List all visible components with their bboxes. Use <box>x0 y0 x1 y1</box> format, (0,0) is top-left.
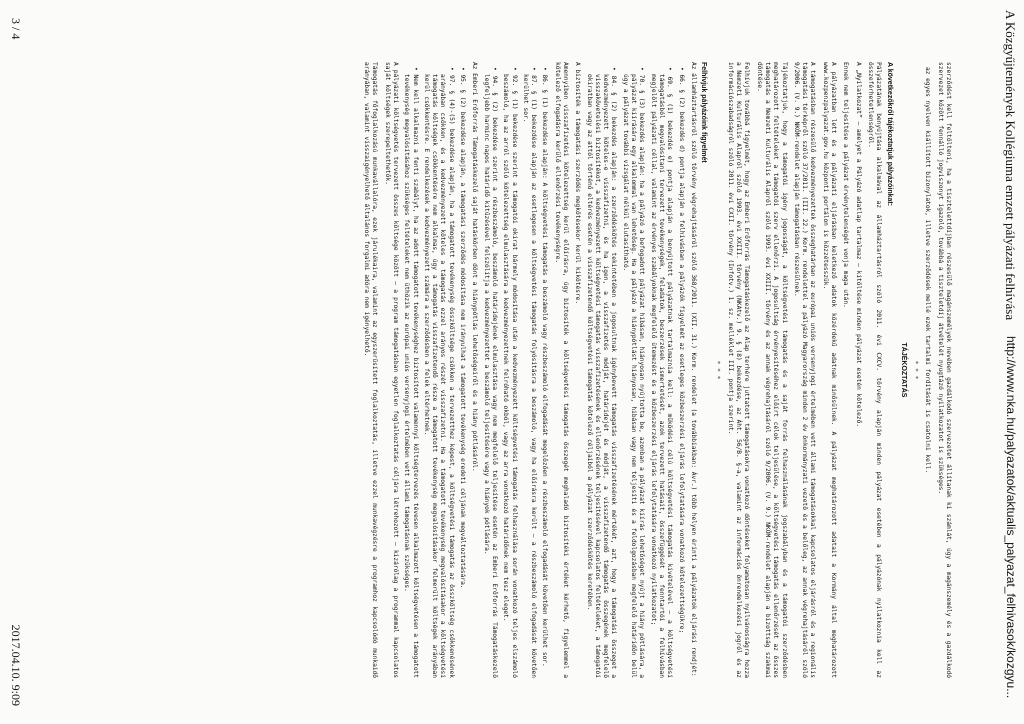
list-item: • 92. § (1) bekezdése szerint a támogatói okirat bármely módosítása után a kedvezményezett költségvetési támogatás felhasználása során vonatkozó teljes elszámoló beszámoló, ha az arról szóló kötelezettség elmulasztására a kedvezményezettnek felróható okból, vagy az arra vonatkozó határidőnek nem tesz eleget. <box>502 67 518 682</box>
section-title-tajekoztatas: TÁJÉKOZTATÁS <box>899 342 907 398</box>
intro-bullet: az egyes nyelven kiállított bizonylatok, illetve szerződések mellé ezek tartalmi fordítását is csatolni kell. <box>924 67 932 474</box>
paragraph: A pályázatban lett és a pályázati eljárásban keletkező adatok közérdekű adatnak minősülnek. A pályázat meghatározott adatait a Kormány által meghatározott www.kozpenzpalyazat.gov.hu központi portálon is közzétesszük. <box>821 62 838 682</box>
paragraph: Támogatás főfoglalkozású munkavállalóra, ezek járulékaira, valamint az egyszerűsített foglalkoztatás, illetve ezzel munkavégzésre a programhoz kapcsolódó munkaidő arányában, valamint visszaigényelhető általános forgalmi adóra nem igényelhető. <box>363 62 379 682</box>
list-item: • 87. § (1) bekezdése alapján az esetlegesen a költségvetési támogatás folyósításra a beszámoló, vagy ha előírásra került – a részbeszámoló elfogadását követően kerülhet sor. <box>521 67 538 682</box>
document-body <box>34 62 952 682</box>
list-item: • 70. § (3) bekezdés alapján: ha a pályázó a befogadott pályázat hibásan, hiányosan nyújtotta be, azonban a pályázat kiírás lehetőséget nyújt a hiány pótlására, a pályázat kiírására egy alkalommal van lehetőség. Ha a pályázó a hiánypótlást hiányosan, hibásan vagy nem teljesíti és a feldolgozásban megfelelő határidőn belül úgy a pályázat további vizsgálat nélkül elutasítható. <box>621 67 646 682</box>
paragraph: A biztosíték a támogatási szerződés megkötésekor kerül kikötésre. <box>574 62 582 305</box>
paragraph: Az Emberi Erőforrás Támogatáskezelő saját hatáskörben dönt a hiánypótlás lehetőségeiről és a hiány pótlásáról. <box>471 62 479 472</box>
paragraph: A támogatásban részesülő kedvezményezettek összeghatárban az európai uniós versenyjogi értelmében vett állami támogatásokkal kapcsolatos eljárásról és a regionális támogatási térképről szóló 37/2011. (III. 22.) Korm. rendelettel a pályázó Magyarország minden 2 év önkormányzati vezető és a belőleg, az annak végrehajtásáról szóló 9/2006. (V. 9.) NKÖM-rendelet alapján támogatásban részesülnek. <box>792 62 817 682</box>
paragraph: Felhívjuk továbbá figyelmét, hogy az Emberi Erőforrás Támogatáskezelő az Alap terhére juttatott támogatásokra vonatkozó döntéseket folyamatosan nyilvánosságra hozza a Nemzeti Kulturális Alapról szóló 1993. évi XXIII. törvény (NKAtv.) 9. § (8) bekezdése, az Áht. 56/B. §-a, valamint az információs önrendelkezési jogról és az információszabadságról szóló 2011. évi CXII. törvény (Infotv.) 1. sz. melléklet III. pontja szerint. <box>726 62 751 682</box>
paragraph: Pályázatának benyújtása alkalmával az államháztartásról szóló 2011. évi CXCV. törvény alapján minden pályázat esetében a pályázónak nyilatkoznia kell az összeférhetetlenségről. <box>866 62 883 682</box>
header-title: A Közgyűjtemények Kollégiuma emzett pályázati felhívása <box>1003 10 1018 321</box>
page-number: 3 / 4 <box>9 18 23 40</box>
intro-paragraph: szerződést kell feltölteni, ha a tisztelettdíjban részesülő magánszemélyek nevében gazdálkodó szervezetet állítanak ki számlát, úgy a magánszemély és a gazdálkodó szervezet között fennálló jogviszonyt igazoló, továbbá a tiszteletdíj átvételét nyugtázó nyilatkozatot is szükséges. <box>936 62 952 682</box>
header-url[interactable]: http://www.nka.hu/palyazatok/aktualis_palyazat_felhivasok/kozgyu... <box>1004 336 1018 699</box>
list-item: • 86. § (1) bekezdése alapján: A költségvetési támogatás a beszámoló vagy részbeszámoló elfogadását megelőzően a részbeszámoló elfogadását követően kerülhet sor. <box>541 67 549 667</box>
paragraph: Tájékoztatjuk, hogy a támogatói igény jogosságát, a költségvetési támogatás és a saját forrás felhasználásának jogszabályban és a támogatói szerződésben meghatározott feltételeket a támogatói szerv ellenőrzi. A jogosultság érvényesítéséhez előírt célok teljesülése, a költségvetési támogatás ellenőrzését az összes támogatás a Nemzeti Kulturális Alapról szóló 1993. évi XXIII. törvény és az annak végrehajtásáról szóló 9/2006. (V. 9.) NKÖM-rendelet alapján a bizottság szakmai döntése. <box>755 62 788 682</box>
separator-stars: * * * <box>912 360 920 380</box>
list-item: • 94. § (2) bekezdése szerint a részbeszámoló, beszámoló határidejének elmulasztása vagy nem megfelelő teljesítése esetén az Emberi Erőforrás Támogatáskezelő legfeljebb harminc napos határidő kitűzésével felszólítja a kedvezményezettet a beszámoló teljesítésére vagy a hiányok pótlására. <box>482 67 498 682</box>
list-item: • 84. § (2) bekezdés alapján: a szerződéskötés tekintetében a jogosultnak igénybevett támogatás visszafizetésének mértékét, azt, hogy a támogatási összeget a kedvezményezett köteles-e visszafizetni, és ha igen, a visszafizetés módját, határidejét és módját, a visszafizetendő támogatás összegének megfelelő visszakövetelési biztosítékot, a kedvezményezett költségvetési támogatás visszafizetésének és ellenőrzésének teljesítésével kapcsolatos feltételeket, a támogatói okiratban vagy az attól történő eltérés esetén a visszafizetendő költségvetési támogatás kötelező céljaiból a pályázat szerződéskötés keretében. <box>585 67 618 682</box>
list-item: • 69. § (1) bekezdés e) pontja alapján a benyújtott pályázatnak tartalmaznia kell: a működési célú költségvetési támogatás kivételével – a költségvetési támogatásból megvalósítani tervezett tevékenységek, feladatok, beszerzések ismertetését, azok tervezett hatásait, összefüggését a fenntartói a felhívásban megjelölt pályázati céllal, valamint az érvényes szabályoknak megfelelő ütemezést és a közbeszerzési eljárás lefolytatására vonatkozó nyilatkozatot; <box>649 67 674 682</box>
print-datetime: 2017.04.10. 9:09 <box>9 624 23 706</box>
paragraph: Amennyiben visszafizetési kötelezettség kerül előírásra, úgy biztosíték a költségvetési támogatás összegét meghaladó biztosítéki értéket kérhető, figyelemmel a kötelező elfogadásra kerülő ellenőrzési tevékenységre. <box>553 62 570 682</box>
list-item: • Nem kell alkalmazni a fenti szabályt, ha az adott támogatott tevékenységhez biztosított valamennyi költségtervezés tévesen alkalmazott költségvetésen a támogatott tevékenység megvalósításához szükséges feltételeket nem üthözik az európai uniós versenyjogi értelmében vett állami támogatásnak szükséges. <box>403 67 419 682</box>
paragraph: A pályázati költségvetés tervezett összes költsége között – a program támogatásban egyetlen foglalkoztatás céljára létrehozott – kizárólag a programmal kapcsolatos saját költségek szerepeltethetők. <box>383 62 399 682</box>
separator-stars: * * * <box>714 360 722 380</box>
paragraph: Az államháztartásról szóló törvény végrehajtásáról szóló 368/2011. (XII. 31.) Korm. rendelet (a továbbiakban: Ávr.) több helyen érinti a pályázatok eljárási rendjét: <box>689 62 697 677</box>
heading-figyelmet: Felhívjuk pályázóink figyelmét <box>700 62 708 163</box>
list-item: • 66. § (2) bekezdés d) pontja alapján a felhívásban a pályázók figyelmét az esetleges közbeszerzési eljárás lefolytatására vonatkozó kötelezettségükre; <box>677 67 685 634</box>
list-item: • 97. § (4)-(5) bekezdése alapján, ha a támogatott tevékenység összköltsége csökken a tervezetthez képest, a költségvetési támogatás az összköltség csökkenésének arányában csökken, és a kedvezményezett köteles a támogatás ezzel arányos részét visszafizetni. Ha a támogatott tevékenység megvalósításakor a költségvetési támogatás költségek csökkentésére nem alkalmas, úgy a támogatás visszafizetendő része a támogatott tevékenység megvalósításakor felmerült költségek arányában kerül csökkentésre. E rendelkezések a kedvezményezett számára a szerződésben a felek eltérhetnek. <box>422 67 455 682</box>
list-item: • 95. § (2) bekezdése alapján, a támogatási szerződés módosítása nem irányulhat a támogatott tevékenység eredeti céljának megváltoztatására. <box>459 67 467 589</box>
heading-kovetkezok: A következőkről tájékoztatjuk pályázóinkat: <box>885 62 893 207</box>
paragraph: A „Nyilatkozat” – amelyet a Pályázó adatlap tartalmaz – kitöltése minden pályázat esetén kötelező. <box>854 62 862 428</box>
paragraph: Ennek nem teljesítése a pályázat érvénytelenségét vonja maga után. <box>842 62 850 308</box>
